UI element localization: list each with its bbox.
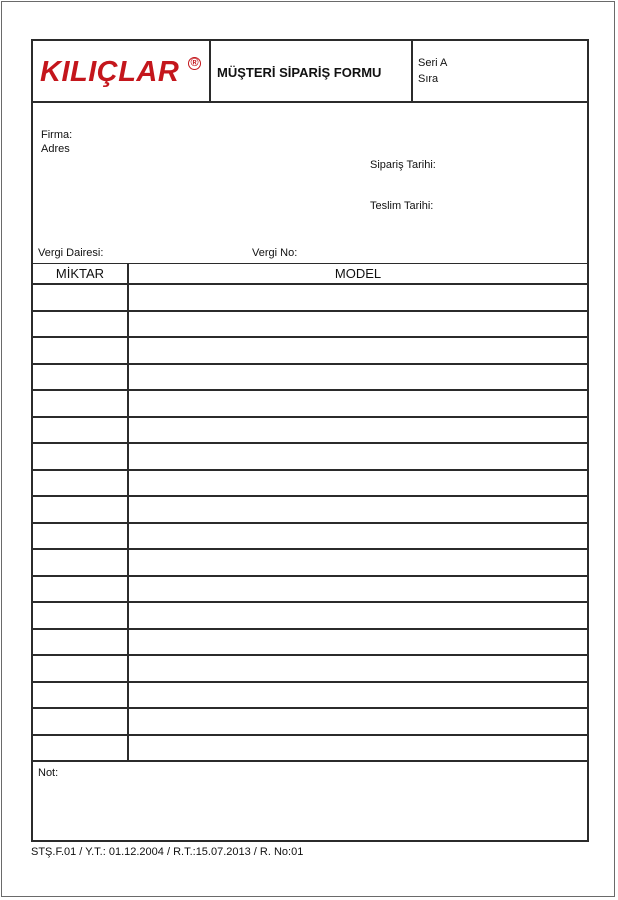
- column-header-miktar: MİKTAR: [33, 264, 129, 284]
- form-title: MÜŞTERİ SİPARİŞ FORMU: [217, 65, 382, 80]
- form-header: [33, 41, 587, 103]
- miktar-cell[interactable]: [33, 577, 129, 602]
- logo-cell: [33, 41, 211, 101]
- order-form: [31, 39, 589, 842]
- miktar-cell[interactable]: [33, 656, 129, 681]
- table-row: [33, 338, 587, 365]
- table-row: [33, 524, 587, 551]
- vergi-dairesi-label: Vergi Dairesi:: [38, 247, 104, 259]
- brand-logo: KILIÇLAR: [40, 56, 180, 88]
- model-cell[interactable]: [129, 471, 587, 496]
- serial-cell: [413, 41, 587, 101]
- table-row: [33, 285, 587, 312]
- table-row: [33, 471, 587, 498]
- model-cell[interactable]: [129, 709, 587, 734]
- miktar-cell[interactable]: [33, 736, 129, 761]
- table-row: [33, 444, 587, 471]
- model-cell[interactable]: [129, 630, 587, 655]
- miktar-cell[interactable]: [33, 471, 129, 496]
- table-row: [33, 603, 587, 630]
- siparis-tarihi-label: Sipariş Tarihi:: [370, 159, 436, 171]
- miktar-cell[interactable]: [33, 312, 129, 337]
- miktar-cell[interactable]: [33, 497, 129, 522]
- miktar-cell[interactable]: [33, 683, 129, 708]
- miktar-cell[interactable]: [33, 391, 129, 416]
- miktar-cell[interactable]: [33, 444, 129, 469]
- table-header: [33, 263, 587, 285]
- miktar-cell[interactable]: [33, 524, 129, 549]
- model-cell[interactable]: [129, 524, 587, 549]
- model-cell[interactable]: [129, 683, 587, 708]
- model-cell[interactable]: [129, 338, 587, 363]
- miktar-cell[interactable]: [33, 550, 129, 575]
- sequence-label: Sıra: [418, 73, 439, 85]
- model-cell[interactable]: [129, 736, 587, 761]
- note-label: Not:: [38, 767, 59, 779]
- vergi-no-label: Vergi No:: [252, 247, 298, 259]
- table-row: [33, 418, 587, 445]
- registered-mark-icon: ®: [188, 57, 201, 70]
- model-cell[interactable]: [129, 444, 587, 469]
- model-cell[interactable]: [129, 497, 587, 522]
- miktar-cell[interactable]: [33, 630, 129, 655]
- model-cell[interactable]: [129, 603, 587, 628]
- model-cell[interactable]: [129, 577, 587, 602]
- table-row: [33, 577, 587, 604]
- table-row: [33, 312, 587, 339]
- form-footer: STŞ.F.01 / Y.T.: 01.12.2004 / R.T.:15.07.2013 / R. No:01: [31, 846, 304, 858]
- table-row: [33, 709, 587, 736]
- model-cell[interactable]: [129, 418, 587, 443]
- miktar-cell[interactable]: [33, 285, 129, 310]
- model-cell[interactable]: [129, 285, 587, 310]
- table-row: [33, 550, 587, 577]
- teslim-tarihi-label: Teslim Tarihi:: [370, 200, 434, 212]
- model-cell[interactable]: [129, 312, 587, 337]
- title-cell: [211, 41, 413, 101]
- serial-label: Seri A: [418, 57, 448, 69]
- miktar-cell[interactable]: [33, 338, 129, 363]
- miktar-cell[interactable]: [33, 418, 129, 443]
- model-cell[interactable]: [129, 365, 587, 390]
- model-cell[interactable]: [129, 656, 587, 681]
- miktar-cell[interactable]: [33, 365, 129, 390]
- table-row: [33, 630, 587, 657]
- miktar-cell[interactable]: [33, 603, 129, 628]
- model-cell[interactable]: [129, 391, 587, 416]
- miktar-cell[interactable]: [33, 709, 129, 734]
- table-row: [33, 497, 587, 524]
- firma-label: Firma:: [41, 129, 73, 141]
- column-header-model: MODEL: [334, 266, 382, 281]
- table-row: [33, 736, 587, 763]
- table-row: [33, 656, 587, 683]
- table-row: [33, 683, 587, 710]
- table-row: [33, 391, 587, 418]
- adres-label: Adres: [41, 143, 70, 155]
- model-cell[interactable]: [129, 550, 587, 575]
- table-row: [33, 365, 587, 392]
